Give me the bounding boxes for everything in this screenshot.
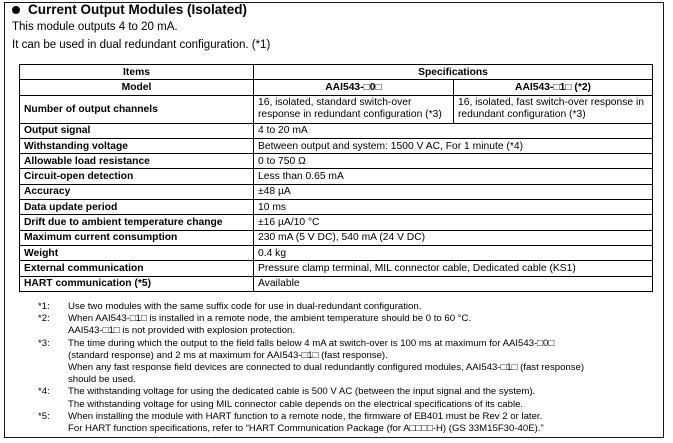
spec-value: ±16 µA/10 °C	[254, 215, 653, 230]
table-row	[20, 138, 653, 153]
footnote-line: For HART function specifications, refer to “HART Communication Package (for A□□□□-H) (GS 33M15F30-40E).”	[68, 423, 544, 435]
item-label: Weight	[20, 245, 254, 260]
spec-value: Less than 0.65 mA	[254, 169, 653, 184]
spec-value: 16, isolated, fast switch-over response in redundant configuration (*3)	[454, 95, 653, 123]
item-label: Number of output channels	[20, 95, 254, 123]
footnote-label: *2:	[38, 313, 50, 325]
footnote-label: *4:	[38, 386, 50, 398]
item-label: Drift due to ambient temperature change	[20, 215, 254, 230]
footnote-label: *1:	[38, 301, 50, 312]
item-label: Maximum current consumption	[20, 230, 254, 245]
footnote-line: Use two modules with the same suffix code for use in dual-redundant configuration.	[68, 301, 422, 312]
model-standard: AAI543-□0□	[254, 80, 454, 95]
header-specifications: Specifications	[254, 65, 653, 80]
intro-line-2: It can be used in dual redundant configuration. (*1)	[12, 39, 271, 51]
table-row	[20, 261, 653, 276]
item-label: Circuit-open detection	[20, 169, 254, 184]
specifications-table	[19, 64, 653, 292]
footnotes	[38, 301, 658, 435]
table-row	[20, 123, 653, 138]
spec-value: 230 mA (5 V DC), 540 mA (24 V DC)	[254, 230, 653, 245]
footnote	[38, 338, 658, 387]
footnote	[38, 313, 658, 337]
table-row	[20, 169, 653, 184]
table-row	[20, 230, 653, 245]
footnote-line: When any fast response field devices are connected to dual redundantly configured modules, AAI543-□1□ (fast response)	[68, 362, 585, 374]
model-row	[20, 80, 653, 95]
section-heading	[12, 2, 247, 17]
footnote	[38, 411, 658, 435]
footnote-line: (standard response) and 2 ms at maximum for AAI543-□1□ (fast response).	[68, 349, 388, 361]
footnote-line: When installing the module with HART function to a remote node, the firmware of EB401 must be Rev 2 or later.	[68, 410, 543, 422]
footnote-label: *5:	[38, 410, 50, 422]
table-row	[20, 215, 653, 230]
table-row	[20, 95, 653, 123]
item-label: Withstanding voltage	[20, 138, 254, 153]
footnote	[38, 301, 658, 313]
spec-value: 0.4 kg	[254, 245, 653, 260]
header-items: Items	[20, 65, 254, 80]
item-label: Allowable load resistance	[20, 154, 254, 169]
spec-value: 4 to 20 mA	[254, 123, 653, 138]
item-label: Accuracy	[20, 184, 254, 199]
footnote-line: should be used.	[68, 374, 136, 386]
table-row	[20, 154, 653, 169]
item-label: Data update period	[20, 200, 254, 215]
bullet-icon	[12, 6, 20, 14]
model-label: Model	[20, 80, 254, 95]
spec-value: 10 ms	[254, 200, 653, 215]
spec-value: Between output and system: 1500 V AC, For 1 minute (*4)	[254, 138, 653, 153]
item-label: Output signal	[20, 123, 254, 138]
footnote	[38, 386, 658, 410]
footnote-line: The withstanding voltage for using MIL connector cable depends on the electrical specifications of its cable.	[68, 398, 524, 410]
footnote-line: AAI543-□1□ is not provided with explosion protection.	[68, 325, 296, 337]
footnote-line: When AAI543-□1□ is installed in a remote node, the ambient temperature should be 0 to 60 °C.	[68, 313, 472, 325]
intro-line-1: This module outputs 4 to 20 mA.	[12, 21, 178, 33]
table-row	[20, 276, 653, 291]
table-row	[20, 200, 653, 215]
spec-value: 0 to 750 Ω	[254, 154, 653, 169]
footnote-line: The time during which the output to the field falls below 4 mA at switch-over is 100 ms at maximum for AAI543-□0□	[68, 337, 555, 349]
section-title: Current Output Modules (Isolated)	[28, 2, 247, 17]
spec-value: 16, isolated, standard switch-over response in redundant configuration (*3)	[254, 95, 454, 123]
footnote-label: *3:	[38, 337, 50, 349]
spec-value: ±48 µA	[254, 184, 653, 199]
table-row	[20, 245, 653, 260]
item-label: External communication	[20, 261, 254, 276]
model-fast: AAI543-□1□ (*2)	[454, 80, 653, 95]
footnote-line: The withstanding voltage for using the dedicated cable is 500 V AC (between the input signal and the system).	[68, 386, 536, 398]
spec-value: Pressure clamp terminal, MIL connector cable, Dedicated cable (KS1)	[254, 261, 653, 276]
table-row	[20, 184, 653, 199]
item-label: HART communication (*5)	[20, 276, 254, 291]
spec-value: Available	[254, 276, 653, 291]
table-header-row	[20, 65, 653, 80]
